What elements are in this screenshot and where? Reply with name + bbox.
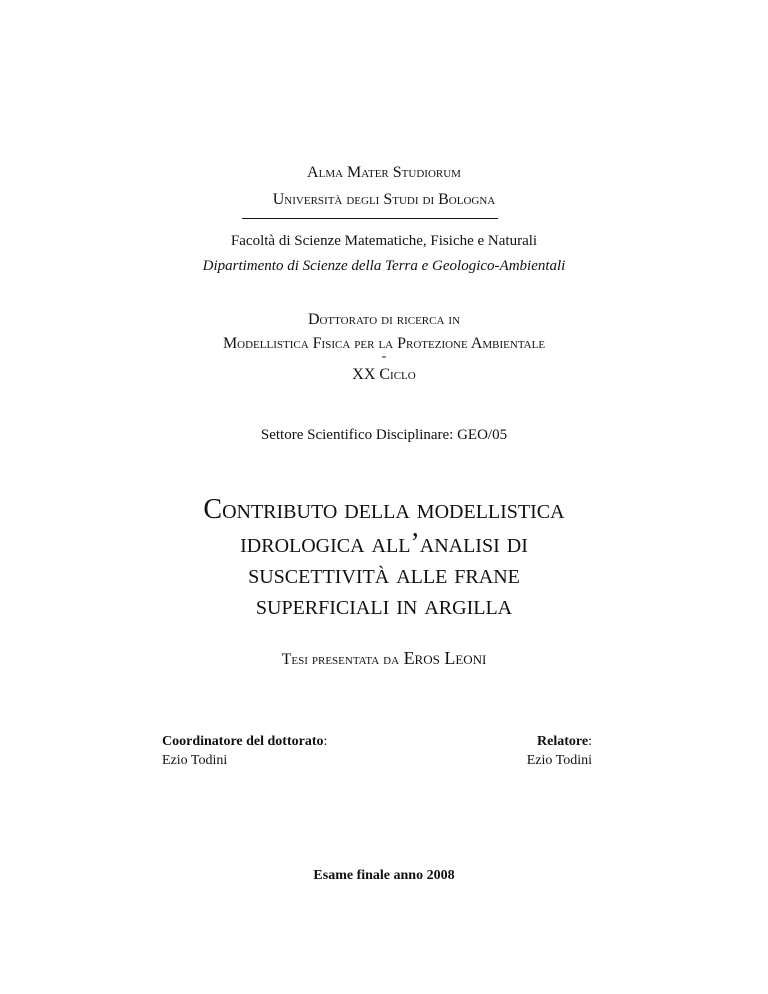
doctorate-cycle: XX Ciclo [352,366,416,383]
faculty-name: Facoltà di Scienze Matematiche, Fisiche e Naturali [230,233,538,249]
advisor-label: Relatore [537,734,589,749]
advisor-colon: : [588,734,592,749]
coordinator-label-line [162,732,327,751]
doctorate-program: Modellistica Fisica per la Protezione Ambientale [222,335,546,352]
doctorate-separator: - [381,349,387,364]
doctorate-line: Dottorato di ricerca in [307,311,461,328]
university-name: Alma Mater Studiorum [307,164,461,181]
author-name: Eros Leoni [403,648,487,668]
thesis-title-line: superficiali in argilla [255,590,513,621]
coordinator-name: Ezio Todini [162,753,228,768]
advisor-block [527,732,592,770]
thesis-title-line: suscettività alle frane [248,559,520,590]
author-prefix: Tesi presentata da [281,651,400,668]
coordinator-label: Coordinatore del dottorato [162,734,324,749]
advisor-label-line [527,732,592,751]
university-subtitle: Università degli Studi di Bologna [272,191,496,208]
author-line [0,649,768,668]
advisor-name: Ezio Todini [526,753,592,768]
thesis-title-line: Contributo della modellistica [203,494,565,525]
coordinator-colon: : [323,734,328,749]
header-rule [242,218,498,219]
final-exam: Esame finale anno 2008 [313,868,455,883]
thesis-title-line: idrologica all’analisi di [240,528,528,559]
department-name: Dipartimento di Scienze della Terra e Geologico-Ambientali [202,258,566,274]
scientific-sector: Settore Scientifico Disciplinare: GEO/05 [260,427,508,443]
coordinator-block [162,732,327,770]
